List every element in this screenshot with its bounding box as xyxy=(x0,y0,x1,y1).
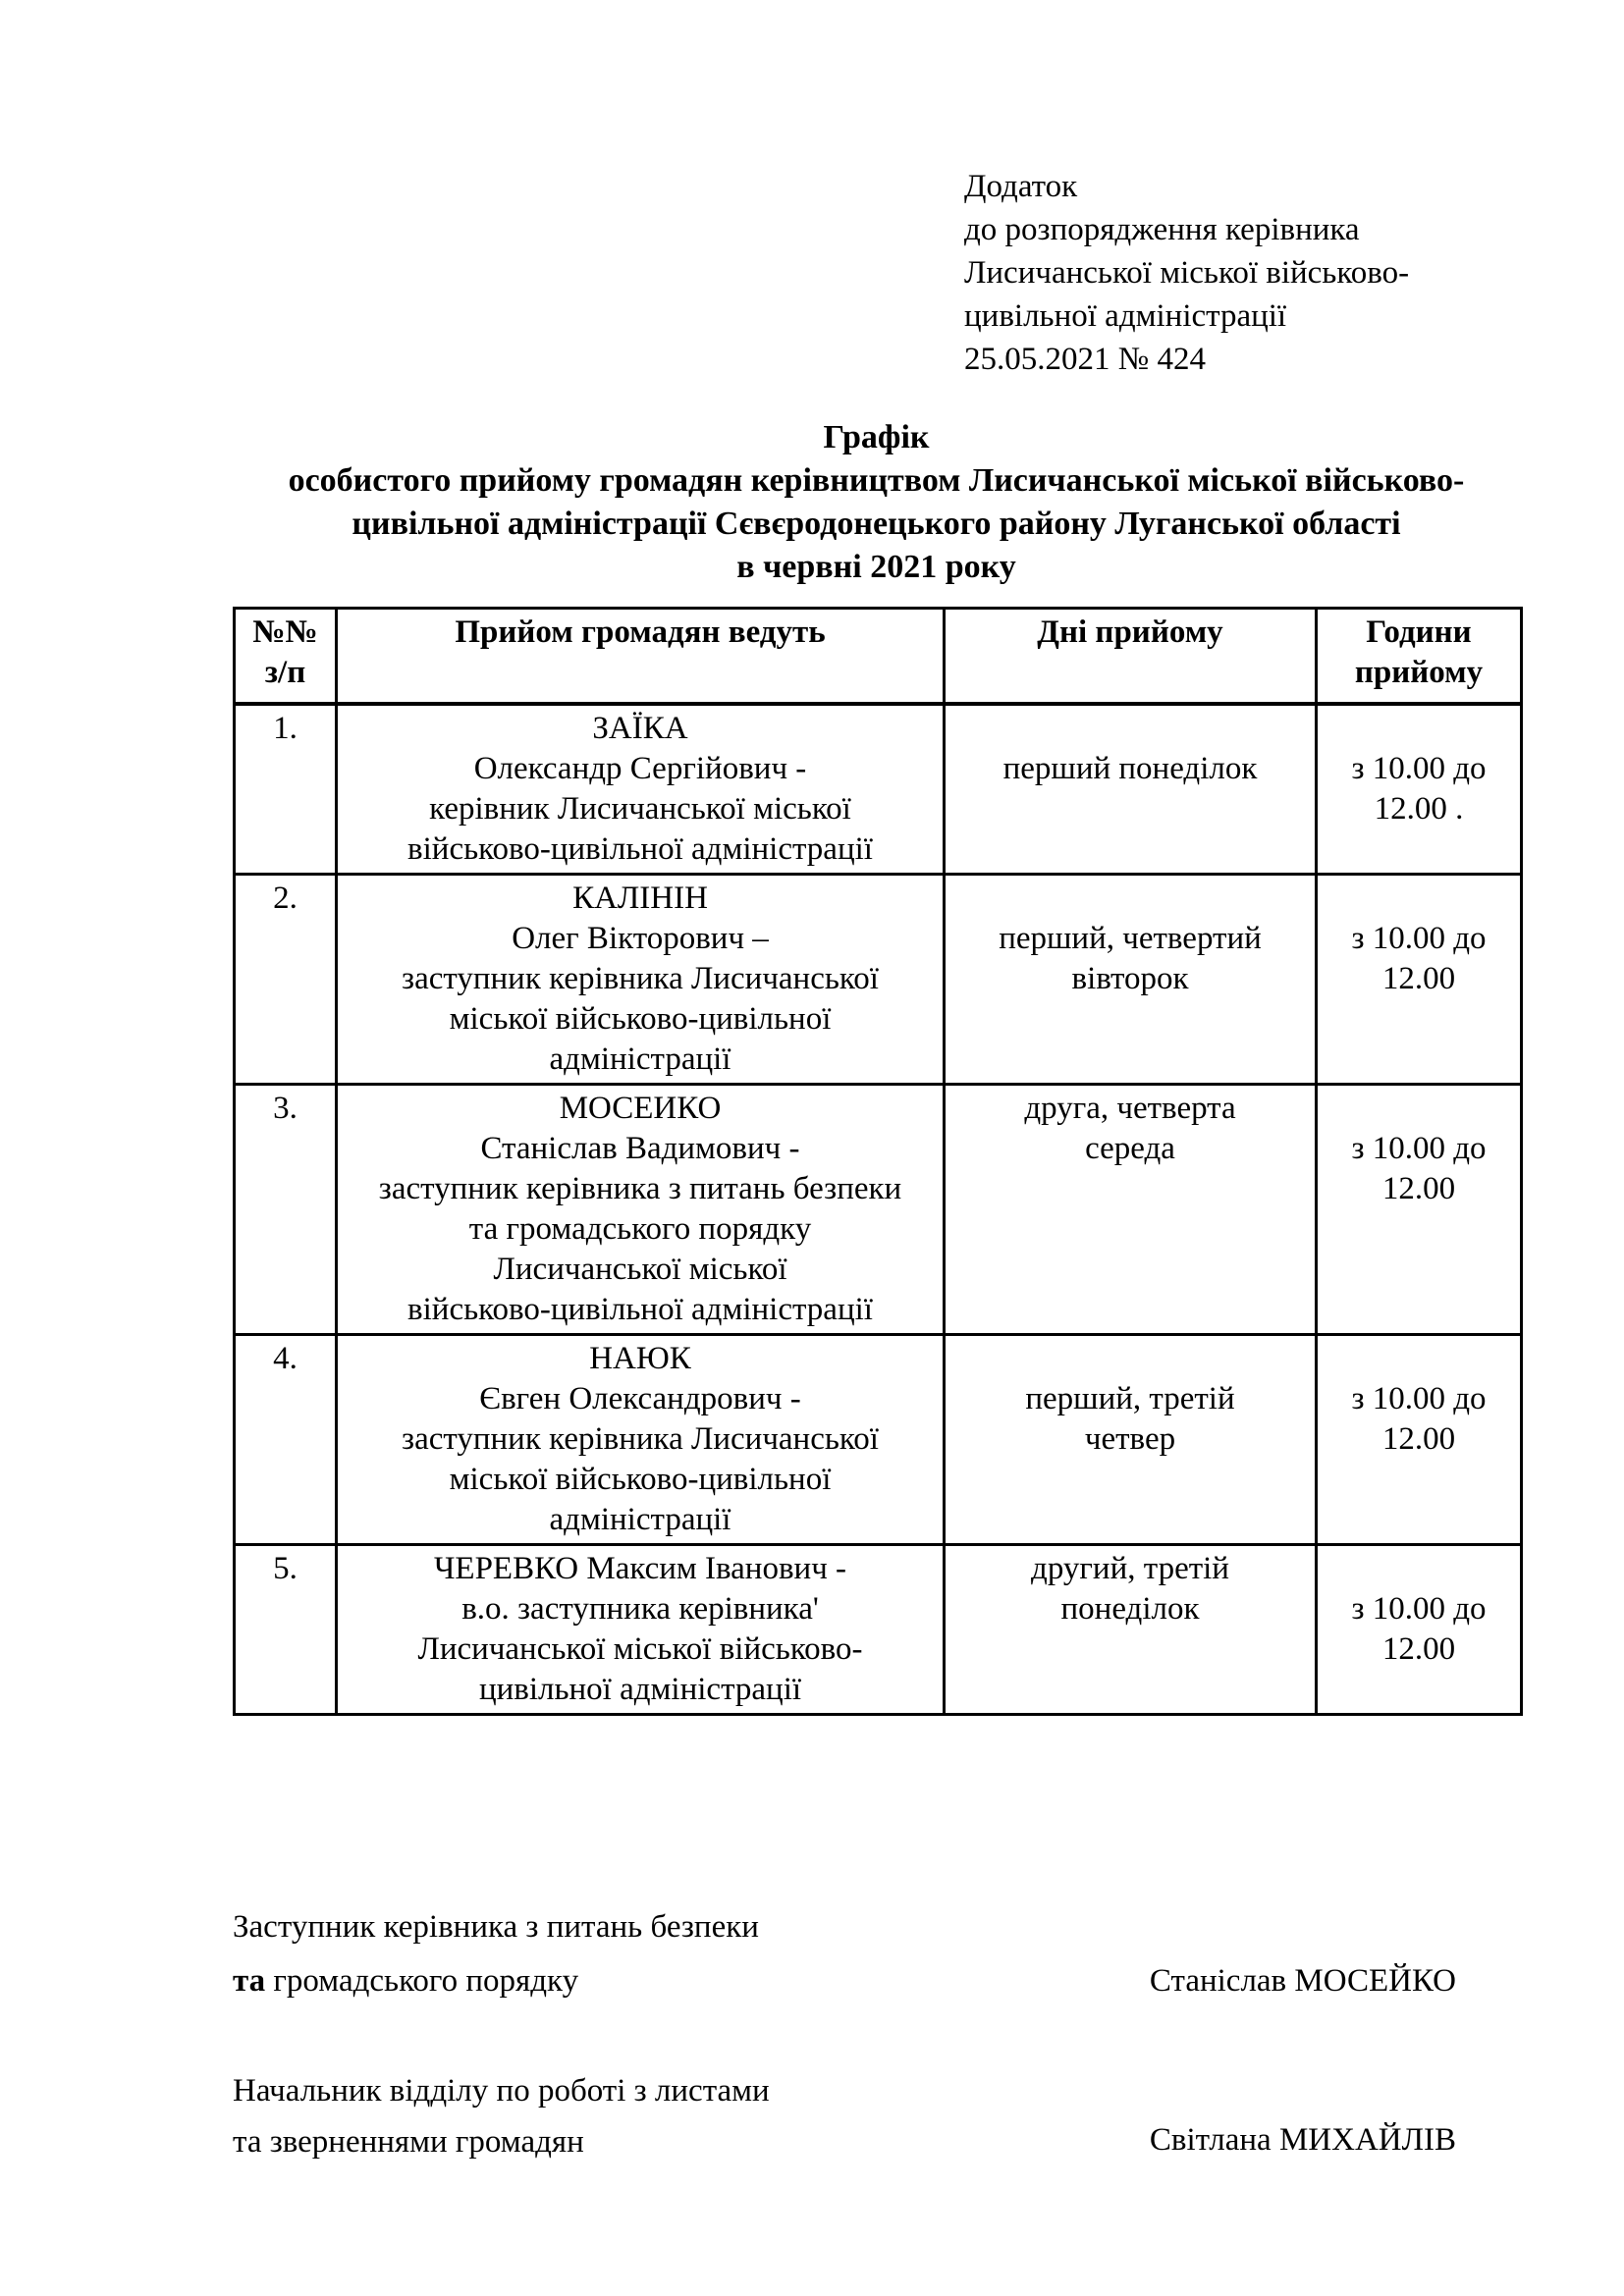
text-line xyxy=(953,1339,1307,1379)
cell-days xyxy=(945,1545,1317,1715)
text-line xyxy=(1326,709,1512,749)
header-cell-days: Дні прийому xyxy=(945,609,1317,705)
text-line xyxy=(1326,1089,1512,1129)
text-line: цивільної адміністрації xyxy=(478,1672,802,1707)
cell-hours xyxy=(1317,875,1522,1085)
annex-note xyxy=(964,165,1409,381)
cell-hours xyxy=(1317,704,1522,875)
text-line: Олександр Сергійович - xyxy=(473,751,807,786)
text-line: з 10.00 до xyxy=(1351,1591,1487,1627)
annex-note-line: до розпорядження керівника xyxy=(964,212,1360,247)
signature-role-line: та громадського порядку xyxy=(233,1963,579,1999)
cell-officials xyxy=(337,1335,945,1545)
header-cell-hours: Години прийому xyxy=(1317,609,1522,705)
table-row xyxy=(235,1545,1522,1715)
header-cell-officials: Прийом громадян ведуть xyxy=(337,609,945,705)
document-title xyxy=(233,416,1520,589)
text-line xyxy=(1326,879,1512,919)
annex-note-line: цивільної адміністрації xyxy=(964,298,1287,334)
text-line: Станіслав Вадимович - xyxy=(480,1131,800,1166)
annex-note-date-number: 25.05.2021 № 424 xyxy=(964,342,1206,377)
table-row xyxy=(235,875,1522,1085)
title-line: Графік xyxy=(823,419,930,455)
cell-hours xyxy=(1317,1545,1522,1715)
cell-days xyxy=(945,875,1317,1085)
text-line: військово-цивільної адміністрації xyxy=(407,1292,873,1327)
signature-role-line: Заступник керівника з питань безпеки xyxy=(233,1909,759,1945)
signature-role-line: Начальник відділу по роботі з листами xyxy=(233,2073,770,2109)
title-line: особистого прийому громадян керівництвом Лисичанської міської військово- xyxy=(288,462,1465,499)
table-header-row xyxy=(235,609,1522,705)
cell-row-number xyxy=(235,704,337,875)
text-line: ЗАЇКА xyxy=(592,711,688,746)
text-line: НАЮК xyxy=(589,1341,691,1376)
row-number: 3. xyxy=(273,1091,298,1126)
table-header xyxy=(235,609,1522,705)
signature-name: Станіслав МОСЕЙКО xyxy=(1149,1963,1456,1999)
text-line: перший, третій xyxy=(1025,1381,1235,1416)
text-line: МОСЕИКО xyxy=(559,1091,722,1126)
text-line: адміністрації xyxy=(549,1502,731,1537)
title-line: цивільної адміністрації Сєвєродонецького району Луганської області xyxy=(352,506,1401,542)
text-line: 12.00 xyxy=(1381,1631,1456,1667)
text-line: з 10.00 до xyxy=(1351,1381,1487,1416)
text-line: 12.00 xyxy=(1381,1421,1456,1457)
cell-row-number xyxy=(235,1085,337,1335)
text-line: міської військово-цивільної xyxy=(449,1462,832,1497)
cell-officials xyxy=(337,704,945,875)
cell-officials xyxy=(337,1545,945,1715)
text-line: вівторок xyxy=(1071,961,1189,996)
table-row xyxy=(235,1335,1522,1545)
title-line: в червні 2021 року xyxy=(736,549,1016,585)
row-number: 5. xyxy=(273,1551,298,1586)
text-line: перший, четвертий xyxy=(999,921,1262,956)
cell-row-number xyxy=(235,1335,337,1545)
cell-days xyxy=(945,1335,1317,1545)
text-line: другий, третій xyxy=(1031,1551,1229,1586)
text-line: заступник керівника Лисичанської xyxy=(402,1421,879,1457)
cell-hours xyxy=(1317,1335,1522,1545)
signature-block-letters-department xyxy=(233,2065,1520,2167)
cell-officials xyxy=(337,875,945,1085)
text-line: з 10.00 до xyxy=(1351,1131,1487,1166)
signature-block-security-deputy xyxy=(233,1900,1520,2008)
text-line: понеділок xyxy=(1060,1591,1200,1627)
schedule-table xyxy=(233,607,1523,1716)
row-number: 4. xyxy=(273,1341,298,1376)
text-line: міської військово-цивільної xyxy=(449,1001,832,1037)
text-line: та громадського порядку xyxy=(468,1211,812,1247)
text-line: ЧЕРЕВКО Максим Іванович - xyxy=(433,1551,847,1586)
text-line: заступник керівника Лисичанської xyxy=(402,961,879,996)
text-line: 12.00 xyxy=(1381,961,1456,996)
signature-role xyxy=(233,2065,770,2167)
row-number: 1. xyxy=(273,711,298,746)
header-cell-number: №№ з/п xyxy=(235,609,337,705)
text-line: в.о. заступника керівника' xyxy=(461,1591,819,1627)
text-line xyxy=(1326,1339,1512,1379)
table-body xyxy=(235,704,1522,1715)
table-row xyxy=(235,1085,1522,1335)
signature-name: Світлана МИХАЙЛІВ xyxy=(1149,2122,1456,2158)
text-line: КАЛІНІН xyxy=(572,881,708,916)
text-line: Євген Олександрович - xyxy=(479,1381,801,1416)
text-line: Лисичанської міської xyxy=(493,1252,787,1287)
text-line: з 10.00 до xyxy=(1351,751,1487,786)
text-line xyxy=(953,709,1307,749)
cell-days xyxy=(945,704,1317,875)
table-row xyxy=(235,704,1522,875)
text-line: з 10.00 до xyxy=(1351,921,1487,956)
row-number: 2. xyxy=(273,881,298,916)
text-line: Лисичанської міської військово- xyxy=(417,1631,863,1667)
cell-row-number xyxy=(235,875,337,1085)
text-line: адміністрації xyxy=(549,1041,731,1077)
signature-role xyxy=(233,1900,759,2008)
signature-role-line: та зверненнями громадян xyxy=(233,2124,584,2160)
text-line: військово-цивільної адміністрації xyxy=(407,831,873,867)
text-line: четвер xyxy=(1084,1421,1176,1457)
text-line: 12.00 . xyxy=(1374,791,1464,827)
text-line xyxy=(953,879,1307,919)
text-line: 12.00 xyxy=(1381,1171,1456,1206)
cell-officials xyxy=(337,1085,945,1335)
annex-note-line: Лисичанської міської військово- xyxy=(964,255,1410,291)
text-line xyxy=(1326,1549,1512,1589)
text-line: заступник керівника з питань безпеки xyxy=(378,1171,902,1206)
text-line: керівник Лисичанської міської xyxy=(429,791,851,827)
text-line: Олег Вікторович – xyxy=(512,921,769,956)
cell-days xyxy=(945,1085,1317,1335)
cell-row-number xyxy=(235,1545,337,1715)
text-line: перший понеділок xyxy=(1002,751,1258,786)
text-line: середа xyxy=(1085,1131,1175,1166)
annex-note-line: Додаток xyxy=(964,169,1078,204)
text-line: друга, четверта xyxy=(1024,1091,1236,1126)
cell-hours xyxy=(1317,1085,1522,1335)
